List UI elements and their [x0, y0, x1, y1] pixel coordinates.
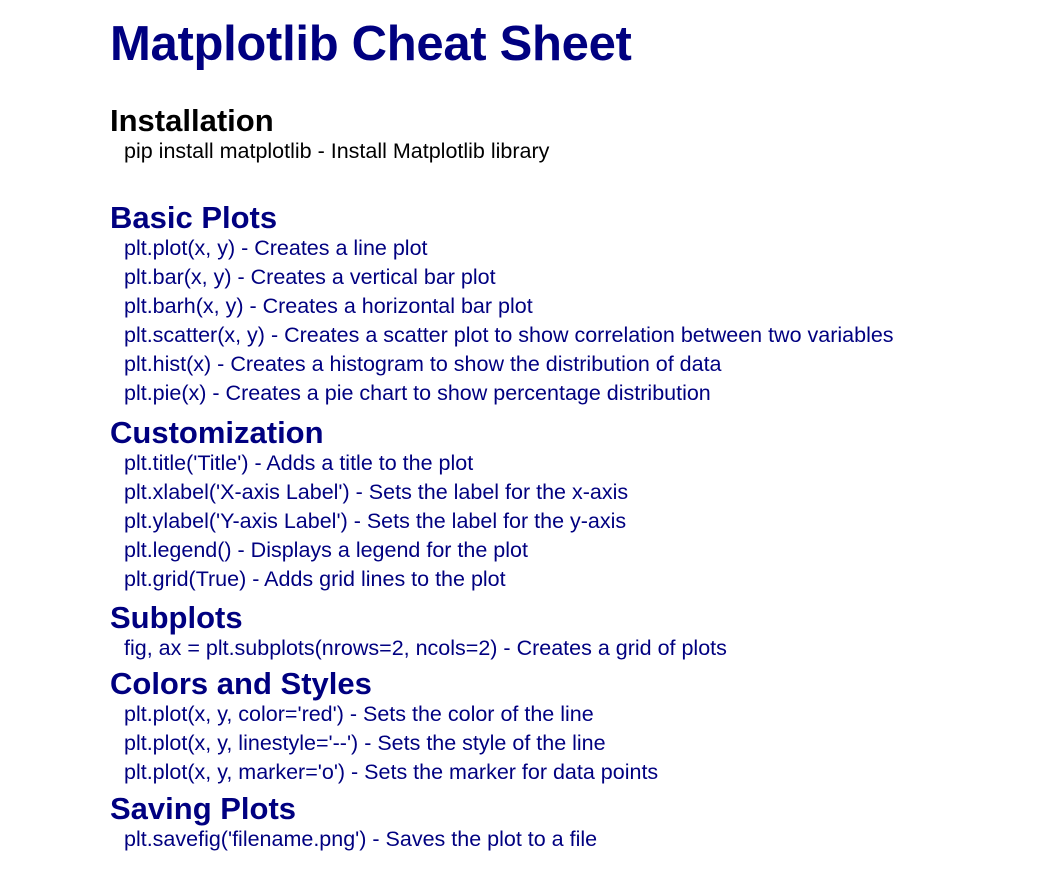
list-item: plt.plot(x, y, linestyle='--') - Sets the style of the line [124, 731, 606, 755]
section-heading-saving-plots: Saving Plots [110, 791, 297, 826]
section-heading-subplots: Subplots [110, 600, 243, 635]
section-heading-basic-plots: Basic Plots [110, 200, 278, 235]
section-installation [110, 104, 1040, 166]
section-colors-and-styles [110, 667, 1040, 787]
cheat-sheet [110, 14, 1040, 854]
list-item: plt.barh(x, y) - Creates a horizontal bar plot [124, 294, 533, 318]
list-item: plt.savefig('filename.png') - Saves the plot to a file [124, 827, 598, 851]
list-item: plt.scatter(x, y) - Creates a scatter plot to show correlation between two variables [124, 323, 894, 347]
list-item: fig, ax = plt.subplots(nrows=2, ncols=2) - Creates a grid of plots [124, 636, 727, 660]
list-item: plt.plot(x, y, marker='o') - Sets the marker for data points [124, 760, 659, 784]
section-basic-plots [110, 201, 1040, 408]
list-item: plt.legend() - Displays a legend for the plot [124, 538, 528, 562]
section-heading-colors-and-styles: Colors and Styles [110, 666, 372, 701]
list-item: pip install matplotlib - Install Matplotlib library [124, 139, 550, 163]
section-saving-plots [110, 792, 1040, 854]
list-item: plt.pie(x) - Creates a pie chart to show percentage distribution [124, 381, 711, 405]
page-title: Matplotlib Cheat Sheet [110, 17, 632, 71]
customization-list [110, 449, 1040, 594]
list-item: plt.grid(True) - Adds grid lines to the plot [124, 567, 506, 591]
list-item: plt.ylabel('Y-axis Label') - Sets the label for the y-axis [124, 509, 627, 533]
list-item: plt.bar(x, y) - Creates a vertical bar plot [124, 265, 496, 289]
section-heading-installation: Installation [110, 103, 274, 138]
list-item: plt.hist(x) - Creates a histogram to show the distribution of data [124, 352, 722, 376]
subplots-list [110, 634, 1040, 663]
basic-plots-list [110, 234, 1040, 408]
section-subplots [110, 601, 1040, 663]
section-customization [110, 416, 1040, 594]
list-item: plt.title('Title') - Adds a title to the plot [124, 451, 474, 475]
colors-and-styles-list [110, 700, 1040, 787]
section-heading-customization: Customization [110, 415, 324, 450]
saving-plots-list [110, 825, 1040, 854]
installation-list [110, 137, 1040, 166]
list-item: plt.xlabel('X-axis Label') - Sets the label for the x-axis [124, 480, 629, 504]
list-item: plt.plot(x, y, color='red') - Sets the color of the line [124, 702, 594, 726]
list-item: plt.plot(x, y) - Creates a line plot [124, 236, 428, 260]
